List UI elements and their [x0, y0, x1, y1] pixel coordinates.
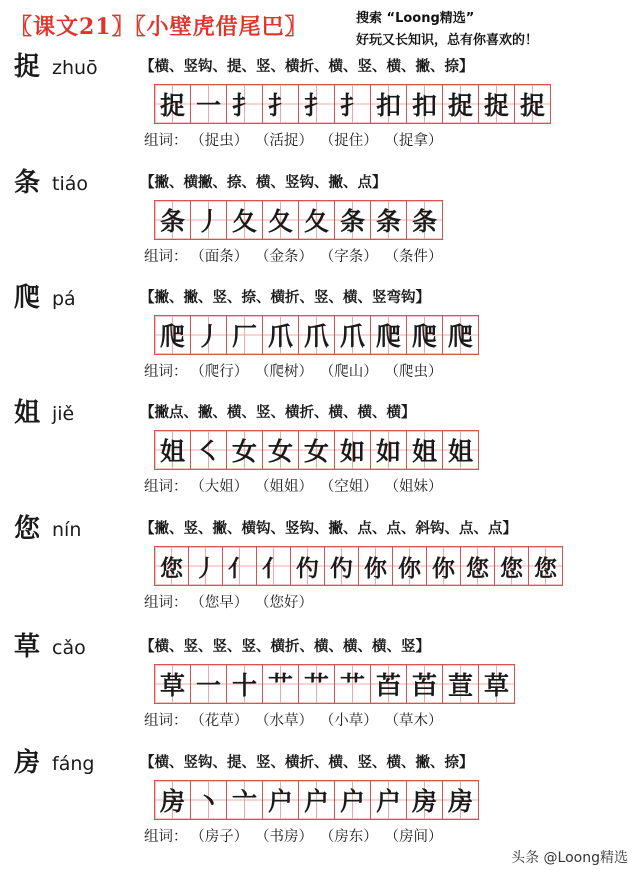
word-example: （捉住）	[327, 133, 378, 149]
word-example: （捉拿）	[391, 133, 443, 149]
stroke-step-cell: 草	[155, 665, 191, 703]
word-examples	[144, 130, 457, 152]
pinyin: jiě	[52, 403, 75, 425]
stroke-step-cell: 丶	[191, 781, 227, 819]
stroke-order-grid	[154, 780, 479, 820]
watermark: 头条 @Loong精选	[511, 850, 628, 866]
stroke-names: 【横、竖钩、提、竖、横折、横、竖、横、撇、捺】	[140, 754, 474, 771]
character-heading: 条	[14, 168, 41, 198]
word-example: （金条）	[262, 249, 313, 265]
stroke-step-cell: 你	[393, 547, 427, 585]
words-label: 组词：	[144, 595, 188, 611]
lesson-title: 〖课文21〗〖小壁虎借尾巴〗	[10, 14, 308, 40]
stroke-step-cell: 仢	[325, 547, 359, 585]
stroke-step-cell: 您	[461, 547, 495, 585]
stroke-order-grid	[154, 84, 551, 124]
stroke-step-cell: 仢	[291, 547, 325, 585]
stroke-step-cell: 爬	[371, 316, 407, 354]
stroke-step-cell: 一	[191, 665, 227, 703]
stroke-step-cell: 房	[443, 781, 479, 819]
word-examples	[144, 592, 327, 614]
word-example: （小草）	[327, 713, 378, 729]
stroke-step-cell: 荁	[443, 665, 479, 703]
word-example: （姐姐）	[262, 479, 313, 495]
stroke-step-cell: 条	[371, 201, 407, 239]
stroke-names: 【横、竖、竖、竖、横折、横、横、横、竖】	[140, 638, 430, 655]
stroke-names: 【横、竖钩、提、竖、横折、横、竖、横、撇、捺】	[140, 58, 474, 75]
stroke-step-cell: 姐	[407, 431, 443, 469]
stroke-step-cell: 扌	[263, 85, 299, 123]
stroke-step-cell: 扌	[299, 85, 335, 123]
stroke-step-cell: 丿	[191, 201, 227, 239]
word-examples	[144, 826, 457, 848]
stroke-step-cell: 你	[359, 547, 393, 585]
stroke-names: 【撇、撇、竖、捺、横折、竖、横、竖弯钩】	[140, 289, 430, 306]
stroke-names: 【撇点、撇、横、竖、横折、横、横、横】	[140, 404, 416, 421]
stroke-step-cell: 女	[299, 431, 335, 469]
stroke-step-cell: 捉	[515, 85, 551, 123]
word-example: （空姐）	[327, 479, 378, 495]
stroke-step-cell: 爪	[299, 316, 335, 354]
stroke-step-cell: 艹	[263, 665, 299, 703]
character-entry	[0, 512, 640, 630]
stroke-step-cell: 如	[371, 431, 407, 469]
stroke-names: 【撇、横撇、捺、横、竖钩、撇、点】	[140, 174, 387, 191]
character-heading: 房	[14, 748, 41, 778]
stroke-step-cell: 苩	[371, 665, 407, 703]
word-example: （房子）	[197, 829, 249, 845]
word-example: （捉虫）	[197, 133, 249, 149]
stroke-step-cell: 亻	[223, 547, 257, 585]
stroke-step-cell: 爪	[335, 316, 371, 354]
word-example: （您早）	[197, 595, 249, 611]
stroke-step-cell: 如	[335, 431, 371, 469]
stroke-step-cell: 丿	[189, 547, 223, 585]
stroke-step-cell: 扣	[371, 85, 407, 123]
stroke-step-cell: 夂	[227, 201, 263, 239]
stroke-step-cell: 丿	[191, 316, 227, 354]
word-example: （条件）	[391, 249, 443, 265]
words-label: 组词：	[144, 829, 188, 845]
character-heading: 草	[14, 632, 41, 662]
words-label: 组词：	[144, 249, 188, 265]
stroke-step-cell: 您	[155, 547, 189, 585]
stroke-step-cell: 条	[407, 201, 443, 239]
stroke-names: 【撇、竖、撇、横钩、竖钩、撇、点、点、斜钩、点、点】	[140, 520, 517, 537]
stroke-step-cell: 你	[427, 547, 461, 585]
words-label: 组词：	[144, 479, 188, 495]
stroke-order-grid	[154, 200, 443, 240]
stroke-step-cell: 条	[155, 201, 191, 239]
stroke-step-cell: 您	[529, 547, 563, 585]
stroke-step-cell: 扣	[407, 85, 443, 123]
word-example: （爬行）	[197, 364, 249, 380]
word-example: （活捉）	[262, 133, 313, 149]
stroke-step-cell: 夂	[299, 201, 335, 239]
word-example: （爬树）	[262, 364, 313, 380]
stroke-step-cell: 户	[335, 781, 371, 819]
stroke-step-cell: 扌	[335, 85, 371, 123]
word-example: （您好）	[262, 595, 313, 611]
stroke-step-cell: 苩	[407, 665, 443, 703]
stroke-step-cell: 厂	[227, 316, 263, 354]
stroke-step-cell: 扌	[227, 85, 263, 123]
word-example: （水草）	[262, 713, 313, 729]
stroke-step-cell: 捉	[443, 85, 479, 123]
stroke-step-cell: 爬	[407, 316, 443, 354]
stroke-step-cell: 亻	[257, 547, 291, 585]
character-entry	[0, 396, 640, 514]
word-example: （姐妹）	[391, 479, 443, 495]
character-heading: 捉	[14, 52, 41, 82]
word-example: （房东）	[327, 829, 378, 845]
page-header	[10, 4, 630, 52]
stroke-step-cell: 捉	[155, 85, 191, 123]
stroke-step-cell: 您	[495, 547, 529, 585]
word-example: （面条）	[197, 249, 249, 265]
stroke-order-grid	[154, 315, 479, 355]
stroke-step-cell: 爬	[155, 316, 191, 354]
word-example: （字条）	[327, 249, 378, 265]
word-example: （爬虫）	[391, 364, 443, 380]
stroke-step-cell: 夂	[263, 201, 299, 239]
character-heading: 姐	[14, 398, 41, 428]
stroke-step-cell: 条	[335, 201, 371, 239]
words-label: 组词：	[144, 364, 188, 380]
character-entry	[0, 50, 640, 168]
pinyin: cǎo	[52, 637, 86, 659]
stroke-step-cell: 草	[479, 665, 515, 703]
stroke-step-cell: 房	[155, 781, 191, 819]
stroke-step-cell: 女	[227, 431, 263, 469]
word-examples	[144, 710, 457, 732]
character-entry	[0, 281, 640, 399]
stroke-step-cell: 艹	[299, 665, 335, 703]
stroke-step-cell: 户	[263, 781, 299, 819]
word-example: （爬山）	[327, 364, 378, 380]
words-label: 组词：	[144, 713, 188, 729]
word-example: （大姐）	[197, 479, 249, 495]
stroke-order-grid	[154, 664, 515, 704]
stroke-step-cell: 艹	[335, 665, 371, 703]
stroke-step-cell: 爬	[443, 316, 479, 354]
pinyin: nín	[52, 519, 82, 541]
words-label: 组词：	[144, 133, 188, 149]
stroke-step-cell: 姐	[155, 431, 191, 469]
word-examples	[144, 361, 457, 383]
stroke-step-cell: 房	[407, 781, 443, 819]
stroke-step-cell: 捉	[479, 85, 515, 123]
promo-line-2: 好玩又长知识，总有你喜欢的！	[356, 33, 539, 48]
stroke-step-cell: 户	[371, 781, 407, 819]
promo-text	[356, 8, 538, 52]
character-heading: 爬	[14, 283, 41, 313]
character-entry	[0, 166, 640, 284]
pinyin: fáng	[52, 753, 95, 775]
stroke-step-cell: 女	[263, 431, 299, 469]
pinyin: pá	[52, 288, 76, 310]
word-example: （房间）	[391, 829, 443, 845]
stroke-order-grid	[154, 430, 479, 470]
pinyin: zhuō	[52, 57, 98, 79]
character-heading: 您	[14, 514, 41, 544]
word-example: （花草）	[197, 713, 249, 729]
word-example: （书房）	[262, 829, 313, 845]
word-example: （草木）	[391, 713, 443, 729]
character-entry	[0, 630, 640, 748]
word-examples	[144, 246, 457, 268]
stroke-step-cell: 爪	[263, 316, 299, 354]
pinyin: tiáo	[52, 173, 88, 195]
stroke-step-cell: 一	[191, 85, 227, 123]
promo-line-1: 搜索 “Loong精选”	[356, 11, 475, 26]
stroke-step-cell: 十	[227, 665, 263, 703]
stroke-step-cell: 姐	[443, 431, 479, 469]
stroke-order-grid	[154, 546, 563, 586]
word-examples	[144, 476, 457, 498]
stroke-step-cell: 户	[299, 781, 335, 819]
stroke-step-cell: ㇛	[191, 431, 227, 469]
stroke-step-cell: 亠	[227, 781, 263, 819]
